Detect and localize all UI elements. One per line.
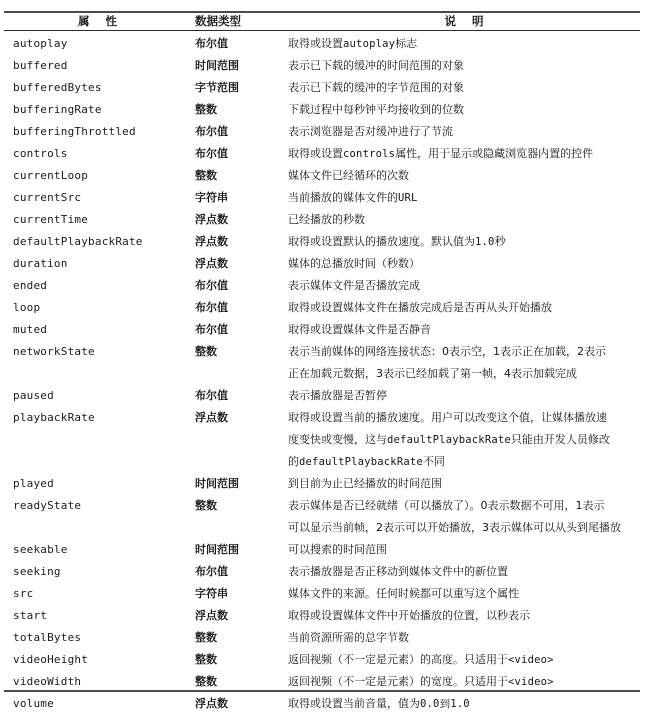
cell-description bbox=[288, 297, 640, 319]
cell-description bbox=[288, 99, 640, 121]
description-line: 表示媒体是否已经就绪（可以播放了）。0表示数据不可用，1表示 bbox=[288, 499, 605, 512]
cell-data-type: 布尔值 bbox=[195, 37, 228, 50]
cell-property: currentLoop bbox=[13, 169, 89, 182]
cell-description bbox=[288, 253, 640, 275]
cell-data-type: 布尔值 bbox=[195, 301, 228, 314]
cell-description bbox=[288, 209, 640, 231]
cell-property: src bbox=[13, 587, 34, 600]
table-body bbox=[0, 33, 650, 715]
cell-data-type: 布尔值 bbox=[195, 389, 228, 402]
description-line: 返回视频（不一定是元素）的宽度。只适用于<video> bbox=[288, 675, 554, 688]
cell-description bbox=[288, 55, 640, 77]
column-header-data-type: 数据类型 bbox=[195, 14, 241, 28]
table-row bbox=[0, 319, 650, 341]
table-row bbox=[0, 583, 650, 605]
cell-description bbox=[288, 693, 640, 715]
cell-property: loop bbox=[13, 301, 41, 314]
cell-data-type: 浮点数 bbox=[195, 411, 228, 424]
description-line: 取得或设置当前音量，值为0.0到1.0 bbox=[288, 697, 470, 710]
cell-property: duration bbox=[13, 257, 68, 270]
cell-property: currentTime bbox=[13, 213, 89, 226]
table-bottom-rule bbox=[4, 690, 640, 692]
table-row bbox=[0, 33, 650, 55]
table-row bbox=[0, 385, 650, 407]
table-row bbox=[0, 165, 650, 187]
cell-description bbox=[288, 539, 640, 561]
cell-property: controls bbox=[13, 147, 68, 160]
cell-data-type: 布尔值 bbox=[195, 147, 228, 160]
cell-property: played bbox=[13, 477, 54, 490]
cell-data-type: 时间范围 bbox=[195, 543, 239, 556]
cell-property: paused bbox=[13, 389, 54, 402]
cell-data-type: 时间范围 bbox=[195, 477, 239, 490]
cell-description bbox=[288, 143, 640, 165]
description-line: 媒体文件已经循环的次数 bbox=[288, 169, 409, 182]
description-line: 取得或设置媒体文件中开始播放的位置，以秒表示 bbox=[288, 609, 530, 622]
cell-data-type: 整数 bbox=[195, 631, 217, 644]
cell-description bbox=[288, 649, 640, 671]
description-line: 取得或设置controls属性，用于显示或隐藏浏览器内置的控件 bbox=[288, 147, 594, 160]
cell-property: readyState bbox=[13, 499, 82, 512]
table-row bbox=[0, 495, 650, 539]
description-line: 表示播放器是否正移动到媒体文件中的新位置 bbox=[288, 565, 508, 578]
cell-property: autoplay bbox=[13, 37, 68, 50]
cell-property: bufferingRate bbox=[13, 103, 102, 116]
cell-property: totalBytes bbox=[13, 631, 82, 644]
cell-property: bufferedBytes bbox=[13, 81, 102, 94]
description-line: 取得或设置媒体文件在播放完成后是否再从头开始播放 bbox=[288, 301, 552, 314]
table-row bbox=[0, 627, 650, 649]
cell-property: start bbox=[13, 609, 48, 622]
cell-data-type: 浮点数 bbox=[195, 235, 228, 248]
cell-description bbox=[288, 33, 640, 55]
description-line: 媒体文件的来源。任何时候都可以重写这个属性 bbox=[288, 587, 519, 600]
cell-description bbox=[288, 165, 640, 187]
table-row bbox=[0, 99, 650, 121]
description-line: 当前播放的媒体文件的URL bbox=[288, 191, 418, 204]
table-row bbox=[0, 55, 650, 77]
cell-property: muted bbox=[13, 323, 48, 336]
cell-description bbox=[288, 231, 640, 253]
cell-description bbox=[288, 605, 640, 627]
cell-property: currentSrc bbox=[13, 191, 82, 204]
table-row bbox=[0, 253, 650, 275]
description-line: 到目前为止已经播放的时间范围 bbox=[288, 477, 442, 490]
cell-data-type: 布尔值 bbox=[195, 565, 228, 578]
table-row bbox=[0, 649, 650, 671]
cell-description bbox=[288, 407, 640, 473]
table-row bbox=[0, 407, 650, 473]
description-line: 取得或设置媒体文件是否静音 bbox=[288, 323, 431, 336]
description-line: 度变快或变慢，这与defaultPlaybackRate只能由开发人员修改 bbox=[288, 433, 610, 446]
description-line: 表示播放器是否暂停 bbox=[288, 389, 387, 402]
cell-property: bufferingThrottled bbox=[13, 125, 136, 138]
description-line: 表示媒体文件是否播放完成 bbox=[288, 279, 420, 292]
cell-description bbox=[288, 627, 640, 649]
cell-description bbox=[288, 187, 640, 209]
description-line: 取得或设置autoplay标志 bbox=[288, 37, 418, 50]
cell-property: videoWidth bbox=[13, 675, 82, 688]
cell-data-type: 布尔值 bbox=[195, 323, 228, 336]
table-row bbox=[0, 561, 650, 583]
description-line: 正在加载元数据，3表示已经加载了第一帧，4表示加载完成 bbox=[288, 367, 577, 380]
cell-data-type: 字节范围 bbox=[195, 81, 239, 94]
cell-description bbox=[288, 385, 640, 407]
cell-description bbox=[288, 473, 640, 495]
table-header-rule bbox=[4, 30, 640, 31]
description-line: 取得或设置当前的播放速度。用户可以改变这个值，让媒体播放速 bbox=[288, 411, 607, 424]
cell-data-type: 浮点数 bbox=[195, 609, 228, 622]
table-row bbox=[0, 275, 650, 297]
cell-data-type: 整数 bbox=[195, 169, 217, 182]
cell-data-type: 布尔值 bbox=[195, 125, 228, 138]
column-header-description: 说 明 bbox=[444, 14, 484, 28]
cell-property: networkState bbox=[13, 345, 95, 358]
cell-data-type: 整数 bbox=[195, 345, 217, 358]
cell-property: seekable bbox=[13, 543, 68, 556]
description-line: 表示当前媒体的网络连接状态：0表示空，1表示正在加载，2表示 bbox=[288, 345, 606, 358]
cell-property: playbackRate bbox=[13, 411, 95, 424]
cell-property: defaultPlaybackRate bbox=[13, 235, 143, 248]
cell-property: seeking bbox=[13, 565, 61, 578]
cell-data-type: 时间范围 bbox=[195, 59, 239, 72]
table-row bbox=[0, 693, 650, 715]
table-row bbox=[0, 143, 650, 165]
cell-property: volume bbox=[13, 697, 54, 710]
description-line: 已经播放的秒数 bbox=[288, 213, 365, 226]
cell-data-type: 整数 bbox=[195, 103, 217, 116]
cell-property: buffered bbox=[13, 59, 68, 72]
description-line: 可以显示当前帧，2表示可以开始播放，3表示媒体可以从头到尾播放 bbox=[288, 521, 621, 534]
cell-data-type: 字符串 bbox=[195, 191, 228, 204]
description-line: 可以搜索的时间范围 bbox=[288, 543, 387, 556]
cell-description bbox=[288, 77, 640, 99]
table-row bbox=[0, 341, 650, 385]
cell-description bbox=[288, 561, 640, 583]
description-line: 表示浏览器是否对缓冲进行了节流 bbox=[288, 125, 453, 138]
table-row bbox=[0, 187, 650, 209]
table-row bbox=[0, 539, 650, 561]
table-row bbox=[0, 231, 650, 253]
cell-description bbox=[288, 495, 640, 539]
description-line: 媒体的总播放时间（秒数） bbox=[288, 257, 420, 270]
cell-property: ended bbox=[13, 279, 48, 292]
table-row bbox=[0, 121, 650, 143]
cell-description bbox=[288, 319, 640, 341]
cell-data-type: 浮点数 bbox=[195, 697, 228, 710]
table-row bbox=[0, 209, 650, 231]
cell-property: videoHeight bbox=[13, 653, 89, 666]
cell-description bbox=[288, 121, 640, 143]
cell-description bbox=[288, 583, 640, 605]
cell-data-type: 布尔值 bbox=[195, 279, 228, 292]
cell-data-type: 字符串 bbox=[195, 587, 228, 600]
description-line: 下载过程中每秒钟平均接收到的位数 bbox=[288, 103, 464, 116]
description-line: 的defaultPlaybackRate不同 bbox=[288, 455, 445, 468]
cell-data-type: 浮点数 bbox=[195, 213, 228, 226]
cell-data-type: 浮点数 bbox=[195, 257, 228, 270]
cell-description bbox=[288, 341, 640, 385]
cell-data-type: 整数 bbox=[195, 499, 217, 512]
cell-data-type: 整数 bbox=[195, 653, 217, 666]
cell-data-type: 整数 bbox=[195, 675, 217, 688]
cell-description bbox=[288, 275, 640, 297]
table-row bbox=[0, 473, 650, 495]
table-row bbox=[0, 605, 650, 627]
table-header-row bbox=[0, 13, 650, 30]
description-line: 返回视频（不一定是元素）的高度。只适用于<video> bbox=[288, 653, 554, 666]
description-line: 表示已下载的缓冲的字节范围的对象 bbox=[288, 81, 464, 94]
column-header-property: 属 性 bbox=[78, 14, 117, 28]
description-line: 表示已下载的缓冲的时间范围的对象 bbox=[288, 59, 464, 72]
table-row bbox=[0, 77, 650, 99]
description-line: 当前资源所需的总字节数 bbox=[288, 631, 409, 644]
table-row bbox=[0, 297, 650, 319]
description-line: 取得或设置默认的播放速度。默认值为1.0秒 bbox=[288, 235, 506, 248]
